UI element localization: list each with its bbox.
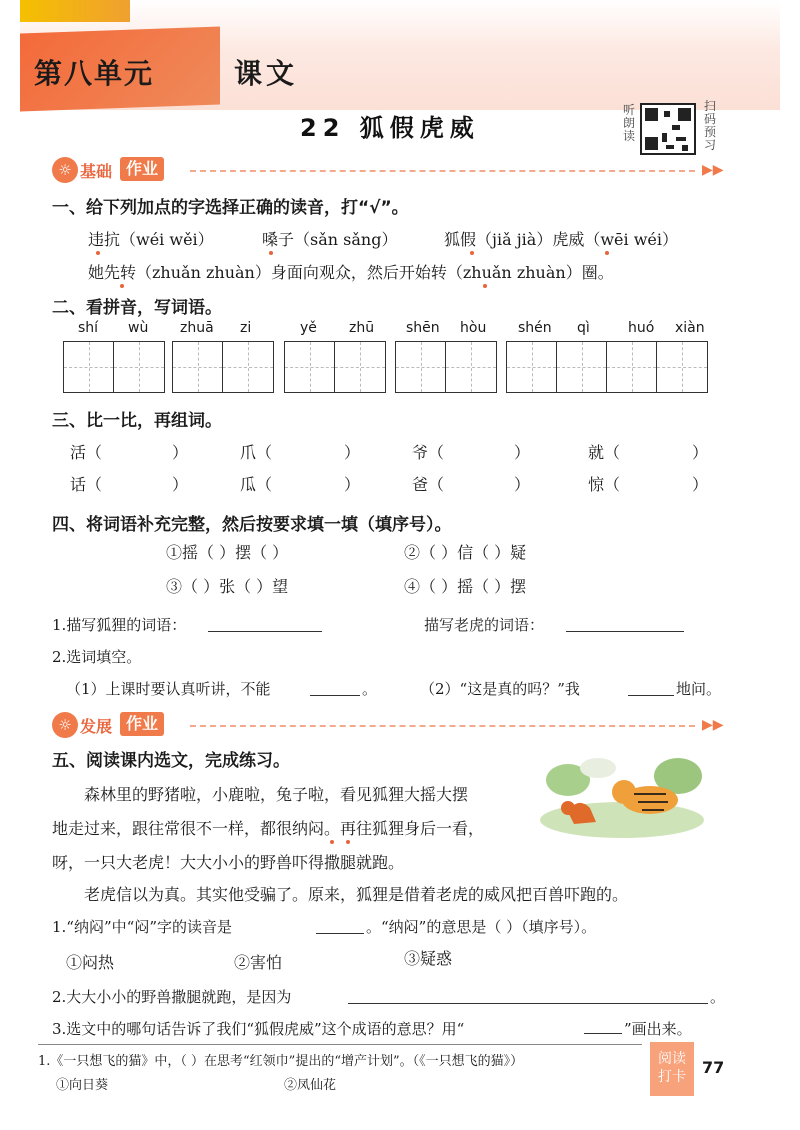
listen-label: 听朗读 <box>622 103 635 143</box>
close-paren: ） <box>172 475 189 494</box>
close-paren: ） <box>514 475 531 494</box>
fox-words-blank[interactable] <box>208 614 322 632</box>
punctuation: 地问。 <box>676 680 722 698</box>
divider <box>190 725 695 727</box>
fox-and-tiger-illustration <box>538 750 706 842</box>
passage-line: 呀，一只大老虎！大大小小的野兽吓得撒腿就跑。 <box>52 853 405 872</box>
pronunciation-blank[interactable] <box>316 916 364 934</box>
reading-checkin-badge <box>650 1042 694 1096</box>
question-5-title: 五、阅读课内选文，完成练习。 <box>52 751 290 771</box>
divider <box>190 170 695 172</box>
option[interactable]: ②害怕 <box>234 953 283 972</box>
q4-sub2-title: 2.选词填空。 <box>52 648 142 666</box>
writing-grid[interactable] <box>284 341 386 393</box>
compare-word: 惊（ <box>588 475 621 494</box>
q5-sub2: 2.大大小小的野兽撒腿就跑，是因为 <box>52 988 292 1006</box>
compare-word: 就（ <box>588 443 621 462</box>
reading-option[interactable]: ①向日葵 <box>56 1078 109 1093</box>
corner-stripe <box>20 0 130 22</box>
writing-grid[interactable] <box>506 341 708 393</box>
section-develop-banner <box>52 712 192 738</box>
idiom-item-4: ④（ ）摇（ ）摆 <box>404 577 527 596</box>
pinyin: zhuā <box>180 320 214 336</box>
close-paren: ） <box>344 475 361 494</box>
q5-sub3-end: ”画出来。 <box>624 1020 692 1038</box>
passage-line: 老虎信以为真。其实他受骗了。原来，狐狸是借着老虎的威风把百兽吓跑的。 <box>84 885 629 904</box>
emphasis-dot <box>605 251 609 255</box>
close-paren: ） <box>692 443 709 462</box>
unit-title: 第八单元 <box>34 57 155 90</box>
footer-divider <box>38 1044 642 1045</box>
passage-line: 地走过来，跟往常很不一样，都很纳闷。再往狐狸身后一看， <box>52 819 485 838</box>
emphasis-dot <box>330 840 334 844</box>
q4-sub1-tiger-label: 描写老虎的词语： <box>424 616 545 634</box>
compare-word: 活（ <box>70 443 103 462</box>
reason-blank[interactable] <box>348 986 708 1004</box>
pinyin: xiàn <box>675 320 705 336</box>
pinyin: wù <box>128 320 149 336</box>
section-develop-label: 发展 <box>80 717 113 736</box>
fill-blank[interactable] <box>628 678 674 696</box>
q5-sub1-a: 1.“纳闷”中“闷”字的读音是 <box>52 918 232 936</box>
q1-item-2: 嗓子（sǎn sǎng） <box>262 230 398 249</box>
emphasis-dot <box>470 251 474 255</box>
section-basic-banner <box>52 157 192 183</box>
close-paren: ） <box>514 443 531 462</box>
passage-line: 森林里的野猪啦，小鹿啦，兔子啦，看见狐狸大摇大摆 <box>84 785 469 804</box>
idiom-item-2: ②（ ）信（ ）疑 <box>404 543 527 562</box>
idiom-item-1: ①摇（ ）摆（ ） <box>166 543 289 562</box>
question-1-title: 一、给下列加点的字选择正确的读音，打“√”。 <box>52 198 409 218</box>
pinyin: zi <box>240 320 252 336</box>
question-2-title: 二、看拼音，写词语。 <box>52 298 222 318</box>
punctuation: 。 <box>362 680 378 698</box>
close-paren: ） <box>692 475 709 494</box>
q4-sub2-b: （2）“这是真的吗？”我 <box>420 680 580 698</box>
q1-item-1: 违抗（wéi wěi） <box>88 230 214 249</box>
pinyin: zhū <box>349 320 375 336</box>
pinyin: hòu <box>460 320 487 336</box>
pinyin: shēn <box>406 320 440 336</box>
compare-word: 话（ <box>70 475 103 494</box>
lesson-title: 22 狐假虎威 <box>300 114 480 142</box>
q4-sub2-a: （1）上课时要认真听讲，不能 <box>66 680 271 698</box>
q5-sub1-b: 。“纳闷”的意思是（ ）（填序号）。 <box>366 918 597 936</box>
tiger-words-blank[interactable] <box>566 614 684 632</box>
emphasis-dot <box>483 284 487 288</box>
option[interactable]: ③疑惑 <box>404 949 453 968</box>
pinyin: shí <box>78 320 99 336</box>
compare-word: 爸（ <box>412 475 445 494</box>
badge-line: 打卡 <box>658 1069 686 1085</box>
q4-sub1-fox-label: 1.描写狐狸的词语： <box>52 616 187 634</box>
idiom-item-3: ③（ ）张（ ）望 <box>166 577 289 596</box>
compare-word: 爪（ <box>240 443 273 462</box>
underline-sample <box>584 1018 622 1034</box>
writing-grid[interactable] <box>63 341 165 393</box>
emphasis-dot <box>346 840 350 844</box>
emphasis-dot <box>269 251 273 255</box>
q1-sentence: 她先转（zhuǎn zhuàn）身面向观众，然后开始转（zhuǎn zhuàn）圈。 <box>88 263 614 282</box>
pinyin: qì <box>577 320 590 336</box>
question-3-title: 三、比一比，再组词。 <box>52 411 222 431</box>
forward-arrows-icon: ▶▶ <box>702 717 724 733</box>
q5-sub3: 3.选文中的哪句话告诉了我们“狐假虎威”这个成语的意思？用“ <box>52 1020 465 1038</box>
pinyin: shén <box>518 320 552 336</box>
reading-note: 1.《一只想飞的猫》中，（ ）在思考“红领巾”提出的“增产计划”。（《一只想飞的猫》） <box>38 1054 524 1069</box>
pinyin: yě <box>300 320 317 336</box>
reading-option[interactable]: ②凤仙花 <box>284 1078 337 1093</box>
lesson-type: 课文 <box>234 57 299 90</box>
fill-blank[interactable] <box>310 678 360 696</box>
pinyin: huó <box>628 320 655 336</box>
qr-code-icon[interactable] <box>640 103 696 155</box>
scan-preview-label: 扫码预习 <box>703 99 716 152</box>
writing-grid[interactable] <box>395 341 497 393</box>
forward-arrows-icon: ▶▶ <box>702 162 724 178</box>
compare-word: 爷（ <box>412 443 445 462</box>
lightbulb-icon: ☼ <box>52 157 78 183</box>
section-basic-tag: 作业 <box>120 157 164 181</box>
emphasis-dot <box>120 284 124 288</box>
option[interactable]: ①闷热 <box>66 953 115 972</box>
badge-line: 阅读 <box>658 1051 686 1067</box>
writing-grid[interactable] <box>172 341 274 393</box>
punctuation: 。 <box>710 988 726 1006</box>
lightbulb-icon: ☼ <box>52 712 78 738</box>
section-develop-tag: 作业 <box>120 712 164 736</box>
emphasis-dot <box>96 251 100 255</box>
compare-word: 瓜（ <box>240 475 273 494</box>
q1-item-3: 狐假（jiǎ jià）虎威（wēi wéi） <box>444 230 678 249</box>
section-basic-label: 基础 <box>80 162 113 181</box>
close-paren: ） <box>172 443 189 462</box>
page-number: 77 <box>702 1058 725 1077</box>
close-paren: ） <box>344 443 361 462</box>
question-4-title: 四、将词语补充完整，然后按要求填一填（填序号）。 <box>52 515 452 535</box>
